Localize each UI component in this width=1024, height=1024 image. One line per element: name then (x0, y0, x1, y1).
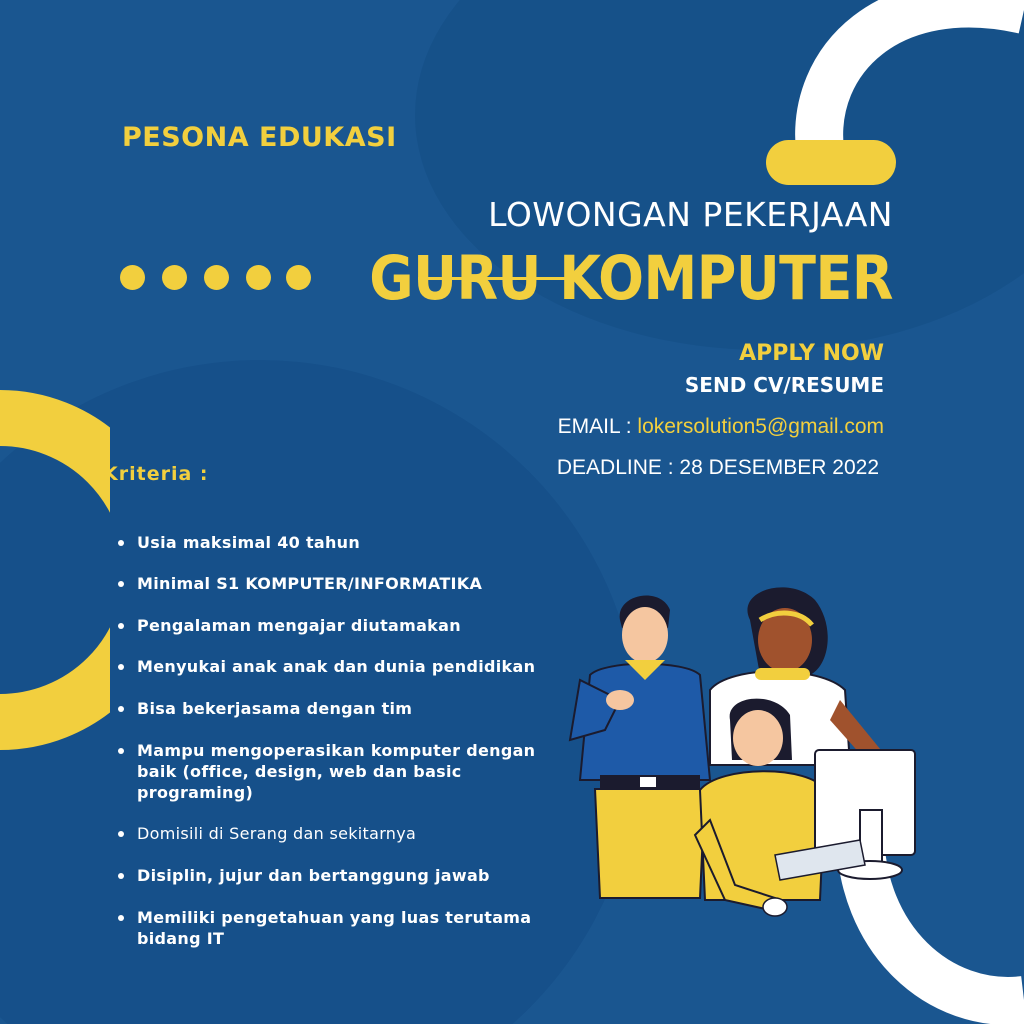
standing-man-figure (570, 596, 710, 898)
job-title: GURU KOMPUTER (369, 243, 893, 314)
criteria-title: Kriteria : (103, 463, 209, 485)
criteria-item: Usia maksimal 40 tahun (118, 532, 587, 553)
dot-3 (204, 265, 229, 290)
apply-now-heading: APPLY NOW (739, 341, 884, 366)
yellow-capsule-decoration (766, 140, 896, 185)
criteria-item: Domisili di Serang dan sekitarnya (118, 823, 587, 844)
email-line (558, 415, 884, 439)
criteria-item: Bisa bekerjasama dengan tim (118, 698, 587, 719)
job-label: LOWONGAN PEKERJAAN (488, 195, 893, 234)
criteria-item: Menyukai anak anak dan dunia pendidikan (118, 656, 587, 677)
criteria-item: Pengalaman mengajar diutamakan (118, 615, 587, 636)
people-at-computer-illustration (560, 580, 940, 930)
yellow-ring-left-decoration (0, 390, 110, 750)
dot-5 (286, 265, 311, 290)
criteria-item: Disiplin, jujur dan bertanggung jawab (118, 865, 587, 886)
criteria-item: Minimal S1 KOMPUTER/INFORMATIKA (118, 573, 587, 594)
criteria-item: Mampu mengoperasikan komputer dengan baik (office, design, web dan basic programing) (118, 740, 567, 803)
dot-1 (120, 265, 145, 290)
brand-name: PESONA EDUKASI (122, 122, 397, 153)
send-cv-text: SEND CV/RESUME (684, 373, 884, 397)
dot-2 (162, 265, 187, 290)
email-label: EMAIL : (557, 415, 638, 438)
criteria-item: Memiliki pengetahuan yang luas terutama bidang IT (118, 907, 567, 949)
email-address-link[interactable]: lokersolution5@gmail.com (637, 415, 884, 438)
deadline-text: DEADLINE : 28 DESEMBER 2022 (556, 456, 879, 479)
dot-4 (246, 265, 271, 290)
